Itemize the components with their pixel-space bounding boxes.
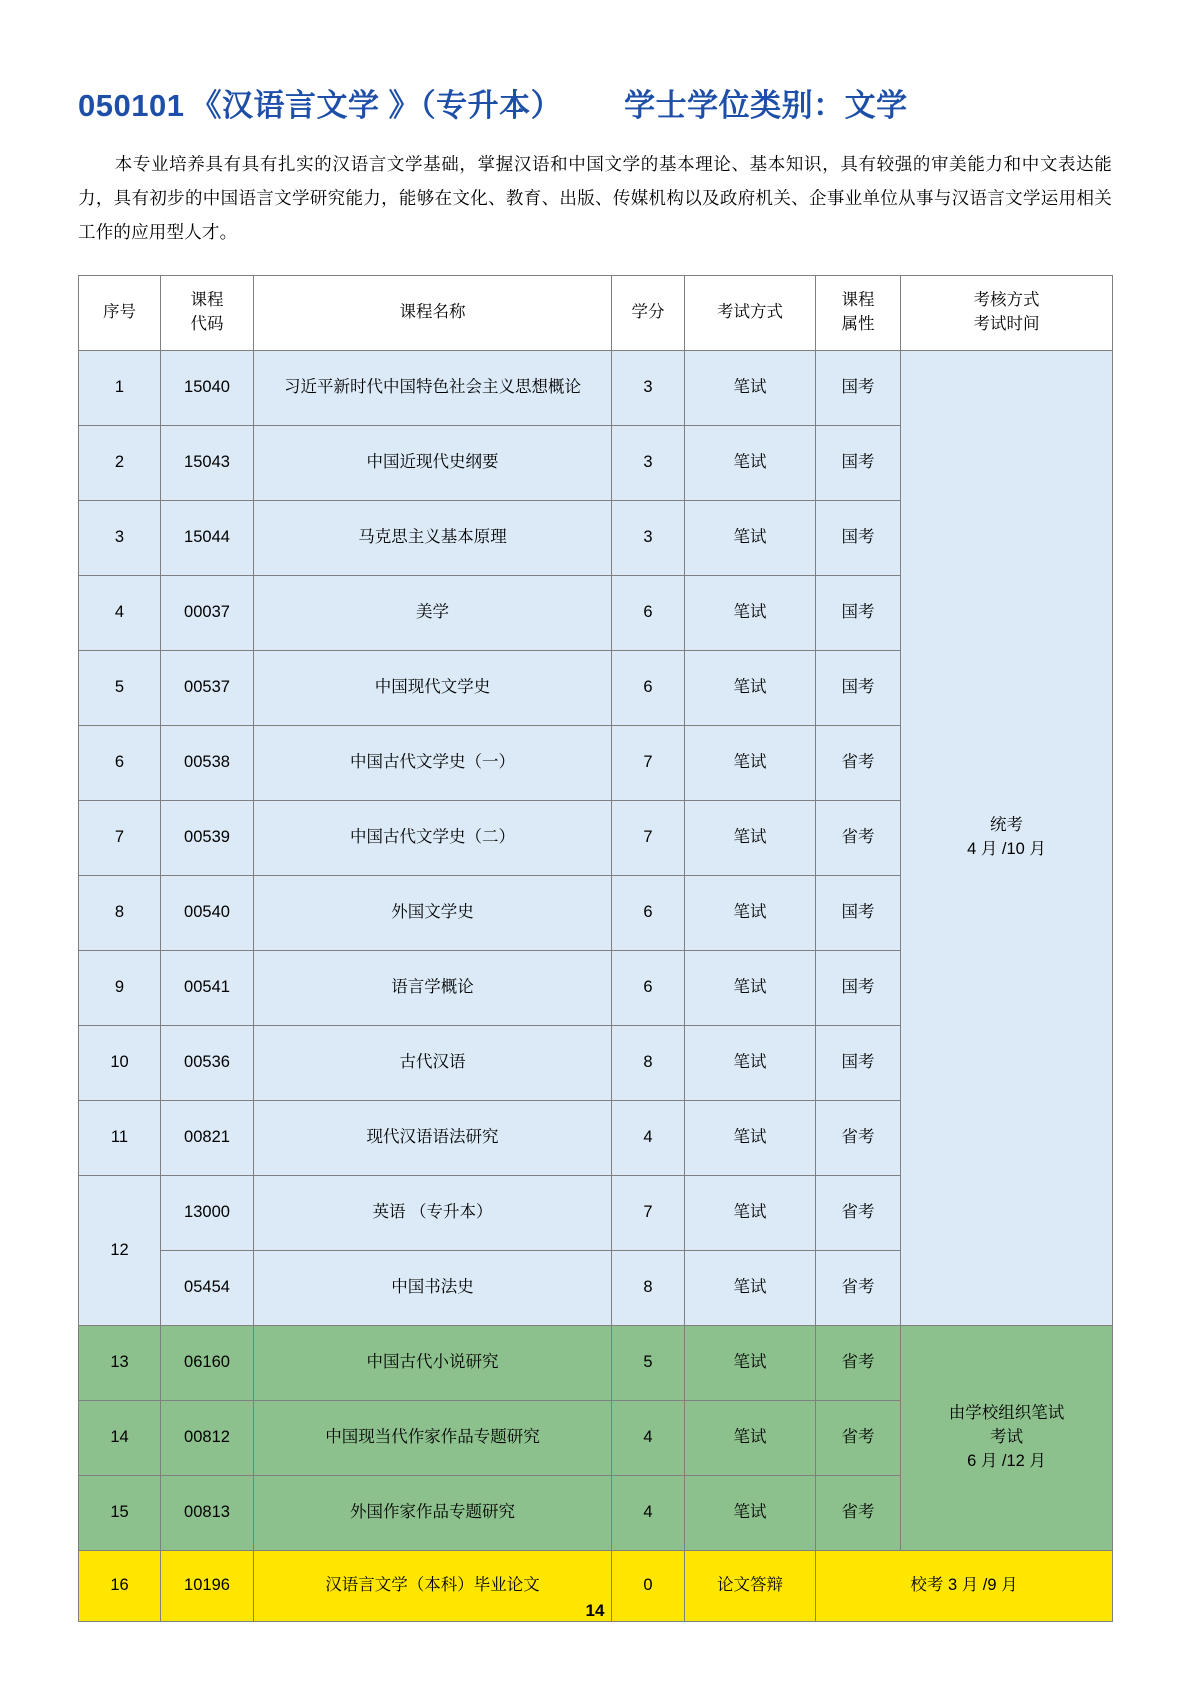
cell-assessment-group-3: 校考 3 月 /9 月: [816, 1551, 1113, 1622]
cell-credit: 7: [612, 726, 685, 801]
cell-course-name: 现代汉语语法研究: [254, 1101, 612, 1176]
assessment-group-1-line2: 4 月 /10 月: [967, 840, 1046, 859]
degree-category: 学士学位类别：文学: [624, 88, 908, 123]
cell-course-name: 中国古代文学史（一）: [254, 726, 612, 801]
cell-assessment-group-2: [901, 1326, 1113, 1551]
cell-credit: 4: [612, 1476, 685, 1551]
header-assessment-method: [901, 276, 1113, 351]
cell-attribute: 省考: [816, 801, 901, 876]
cell-code: 00541: [161, 951, 254, 1026]
cell-code: 00536: [161, 1026, 254, 1101]
cell-course-name: 汉语言文学（本科）毕业论文: [254, 1551, 612, 1622]
cell-exam-type: 笔试: [685, 1401, 816, 1476]
cell-credit: 8: [612, 1251, 685, 1326]
cell-exam-type: 笔试: [685, 651, 816, 726]
cell-attribute: 省考: [816, 726, 901, 801]
cell-attribute: 省考: [816, 1101, 901, 1176]
cell-exam-type: 笔试: [685, 1476, 816, 1551]
assessment-group-2-line2: 考试: [990, 1428, 1023, 1447]
cell-exam-type: 笔试: [685, 351, 816, 426]
header-credit: 学分: [612, 276, 685, 351]
cell-exam-type: 笔试: [685, 576, 816, 651]
header-code-line2: 代码: [190, 315, 224, 334]
cell-code: 06160: [161, 1326, 254, 1401]
header-method-line2: 考试时间: [973, 315, 1040, 334]
cell-index: 11: [79, 1101, 161, 1176]
cell-code: 00812: [161, 1401, 254, 1476]
cell-course-name: 古代汉语: [254, 1026, 612, 1101]
cell-course-name: 中国书法史: [254, 1251, 612, 1326]
cell-code: 10196: [161, 1551, 254, 1622]
cell-course-name: 中国古代文学史（二）: [254, 801, 612, 876]
header-attribute-line1: 课程: [841, 291, 875, 310]
cell-credit: 8: [612, 1026, 685, 1101]
table-header: [79, 276, 1113, 351]
cell-code: 15043: [161, 426, 254, 501]
cell-exam-type: 笔试: [685, 501, 816, 576]
cell-index: 6: [79, 726, 161, 801]
assessment-group-2-line1: 由学校组织笔试: [948, 1404, 1065, 1423]
table-row: [79, 351, 1113, 426]
cell-course-name: 外国文学史: [254, 876, 612, 951]
cell-course-name: 中国现代文学史: [254, 651, 612, 726]
cell-index: 4: [79, 576, 161, 651]
cell-index: 14: [79, 1401, 161, 1476]
cell-course-name: 中国近现代史纲要: [254, 426, 612, 501]
cell-code: 13000: [161, 1176, 254, 1251]
cell-credit: 0: [612, 1551, 685, 1622]
cell-index: 1: [79, 351, 161, 426]
cell-exam-type: 笔试: [685, 1101, 816, 1176]
cell-attribute: 国考: [816, 1026, 901, 1101]
cell-credit: 6: [612, 651, 685, 726]
header-index: 序号: [79, 276, 161, 351]
page-number: 14: [585, 1601, 605, 1620]
header-code: [161, 276, 254, 351]
cell-course-name: 中国现当代作家作品专题研究: [254, 1401, 612, 1476]
cell-code: 00539: [161, 801, 254, 876]
cell-credit: 4: [612, 1401, 685, 1476]
cell-credit: 7: [612, 801, 685, 876]
assessment-group-1-line1: 统考: [990, 816, 1023, 835]
cell-attribute: 省考: [816, 1476, 901, 1551]
cell-code: 00813: [161, 1476, 254, 1551]
cell-attribute: 省考: [816, 1251, 901, 1326]
cell-attribute: 省考: [816, 1176, 901, 1251]
cell-index: 3: [79, 501, 161, 576]
cell-index: 10: [79, 1026, 161, 1101]
cell-attribute: 国考: [816, 876, 901, 951]
cell-index: 15: [79, 1476, 161, 1551]
cell-exam-type: 笔试: [685, 1251, 816, 1326]
cell-credit: 3: [612, 426, 685, 501]
cell-credit: 6: [612, 576, 685, 651]
cell-assessment-group-1: [901, 351, 1113, 1326]
cell-attribute: 国考: [816, 426, 901, 501]
cell-code: 00538: [161, 726, 254, 801]
cell-course-name: 外国作家作品专题研究: [254, 1476, 612, 1551]
cell-exam-type: 笔试: [685, 726, 816, 801]
cell-credit: 3: [612, 351, 685, 426]
cell-course-name: 语言学概论: [254, 951, 612, 1026]
cell-credit: 6: [612, 951, 685, 1026]
cell-attribute: 国考: [816, 576, 901, 651]
header-attribute-line2: 属性: [841, 315, 875, 334]
header-course-name: 课程名称: [254, 276, 612, 351]
cell-attribute: 国考: [816, 651, 901, 726]
cell-exam-type: 笔试: [685, 426, 816, 501]
cell-course-name: 英语 （专升本）: [254, 1176, 612, 1251]
cell-code: 00540: [161, 876, 254, 951]
page-title: [78, 80, 1112, 125]
cell-course-name: 马克思主义基本原理: [254, 501, 612, 576]
cell-exam-type: 笔试: [685, 951, 816, 1026]
header-method-line1: 考核方式: [973, 291, 1040, 310]
cell-course-name: 美学: [254, 576, 612, 651]
cell-index: 13: [79, 1326, 161, 1401]
cell-credit: 5: [612, 1326, 685, 1401]
assessment-group-2-line3: 6 月 /12 月: [967, 1452, 1046, 1471]
header-attribute: [816, 276, 901, 351]
cell-index: 16: [79, 1551, 161, 1622]
curriculum-table: [78, 275, 1113, 1622]
cell-index: 8: [79, 876, 161, 951]
cell-attribute: 国考: [816, 351, 901, 426]
cell-exam-type: 笔试: [685, 801, 816, 876]
cell-attribute: 国考: [816, 501, 901, 576]
cell-credit: 6: [612, 876, 685, 951]
cell-attribute: 国考: [816, 951, 901, 1026]
cell-code: 00537: [161, 651, 254, 726]
cell-exam-type: 笔试: [685, 1326, 816, 1401]
cell-credit: 3: [612, 501, 685, 576]
cell-index: 5: [79, 651, 161, 726]
cell-exam-type: 笔试: [685, 876, 816, 951]
cell-index: 7: [79, 801, 161, 876]
header-exam-type: 考试方式: [685, 276, 816, 351]
cell-attribute: 省考: [816, 1326, 901, 1401]
program-code: 050101: [78, 88, 185, 123]
cell-course-name: 中国古代小说研究: [254, 1326, 612, 1401]
cell-index: 2: [79, 426, 161, 501]
cell-credit: 7: [612, 1176, 685, 1251]
table-row: [79, 1326, 1113, 1401]
cell-code: 05454: [161, 1251, 254, 1326]
cell-exam-type: 笔试: [685, 1176, 816, 1251]
cell-index: 9: [79, 951, 161, 1026]
cell-course-name: 习近平新时代中国特色社会主义思想概论: [254, 351, 612, 426]
cell-index: 12: [79, 1176, 161, 1326]
cell-exam-type: 笔试: [685, 1026, 816, 1101]
program-name: 《汉语言文学 》（专升本）: [190, 88, 563, 123]
header-code-line1: 课程: [190, 291, 224, 310]
cell-credit: 4: [612, 1101, 685, 1176]
cell-code: 15040: [161, 351, 254, 426]
cell-attribute: 省考: [816, 1401, 901, 1476]
cell-code: 00037: [161, 576, 254, 651]
table-body: [79, 351, 1113, 1622]
cell-exam-type: 论文答辩: [685, 1551, 816, 1622]
table-header-row: [79, 276, 1113, 351]
cell-code: 15044: [161, 501, 254, 576]
program-introduction: 本专业培养具有具有扎实的汉语言文学基础，掌握汉语和中国文学的基本理论、基本知识，具有较强的审美能力和中文表达能力，具有初步的中国语言文学研究能力，能够在文化、教育、出版、传媒机构以及政府机关、企事业单位从事与汉语言文学运用相关工作的应用型人才。: [78, 154, 1112, 243]
cell-code: 00821: [161, 1101, 254, 1176]
